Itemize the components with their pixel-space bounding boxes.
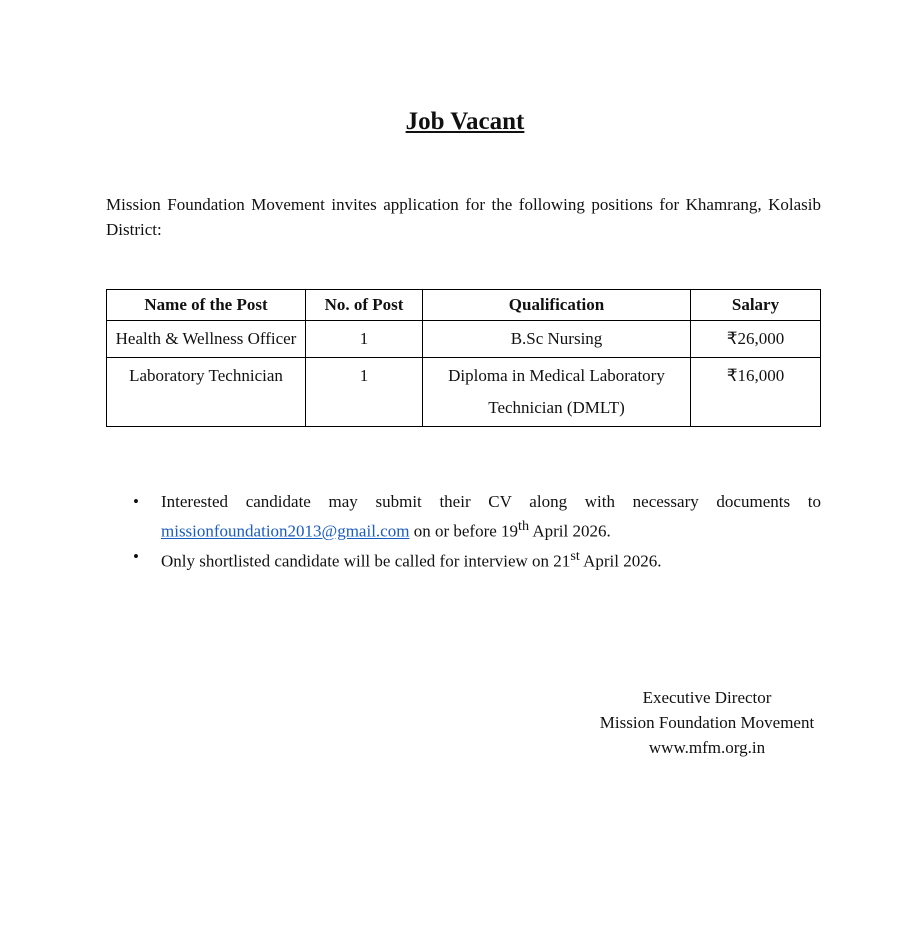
intro-paragraph: Mission Foundation Movement invites application for the following positions for Khamrang, Kolasib District:: [106, 195, 821, 239]
header-post: Name of the Post: [107, 290, 306, 321]
bullet-icon: •: [133, 492, 139, 511]
table-row: [107, 358, 821, 427]
bullet-text: April 2026.: [579, 551, 662, 571]
cell-salary: ₹26,000: [691, 321, 821, 358]
header-salary: Salary: [691, 290, 821, 321]
signature-block: [583, 685, 831, 760]
cell-post: Laboratory Technician: [107, 358, 306, 427]
header-qualification: Qualification: [423, 290, 691, 321]
bullet-text: Interested candidate may submit their CV along with necessary documents to: [161, 492, 821, 511]
bullet-list: [133, 489, 821, 573]
list-item: [133, 544, 821, 574]
signature-website: www.mfm.org.in: [648, 738, 766, 757]
page-title: Job Vacant: [405, 108, 525, 135]
bullet-text: April 2026.: [529, 521, 611, 541]
signature-role: Executive Director: [642, 688, 772, 707]
cell-count: 1: [306, 321, 423, 358]
cell-qualification: Diploma in Medical Laboratory Technician (DMLT): [423, 358, 691, 427]
signature-org: Mission Foundation Movement: [599, 713, 815, 732]
table-row: [107, 321, 821, 358]
header-count: No. of Post: [306, 290, 423, 321]
email-link[interactable]: missionfoundation2013@gmail.com: [161, 521, 410, 541]
ordinal-suffix: st: [570, 547, 580, 564]
cell-salary: ₹16,000: [691, 358, 821, 427]
list-item: [133, 489, 821, 544]
cell-post: Health & Wellness Officer: [107, 321, 306, 358]
cell-count: 1: [306, 358, 423, 427]
table-header-row: [107, 290, 821, 321]
bullet-icon: •: [133, 546, 139, 566]
bullet-text: Only shortlisted candidate will be called for interview on 21: [161, 551, 571, 571]
bullet-text: on or before 19: [409, 521, 519, 541]
vacancy-table: [106, 289, 821, 427]
ordinal-suffix: th: [518, 518, 530, 534]
cell-qualification: B.Sc Nursing: [423, 321, 691, 358]
